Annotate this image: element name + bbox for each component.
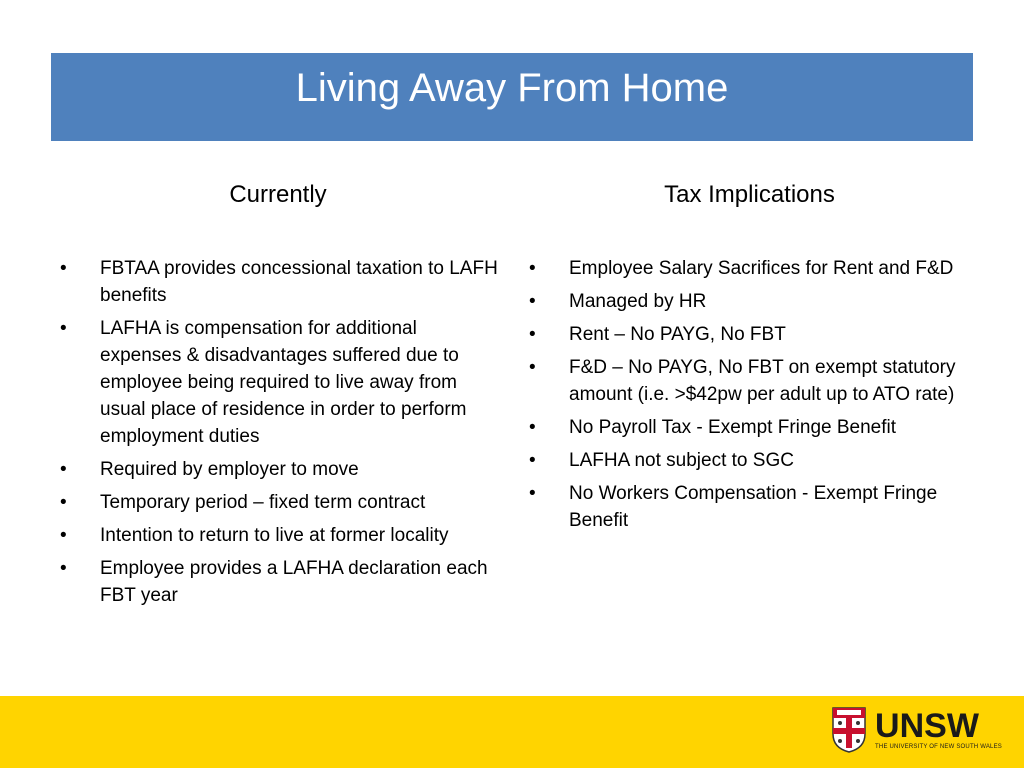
bullet-icon: • [60,318,67,339]
right-column-heading: Tax Implications [664,181,835,208]
list-item: • LAFHA not subject to SGC [527,447,972,474]
left-column-heading: Currently [229,181,327,208]
right-bullet-list [527,255,972,534]
bullet-icon: • [529,417,536,438]
list-item: • F&D – No PAYG, No FBT on exempt statutory amount (i.e. >$42pw per adult up to ATO rate) [527,354,972,408]
right-column [527,177,972,540]
bullet-icon: • [60,558,67,579]
list-item: • FBTAA provides concessional taxation to LAFH benefits [58,255,498,309]
title-bar [51,53,973,141]
bullet-icon: • [60,492,67,513]
unsw-crest-icon [831,706,867,754]
list-item: • Required by employer to move [58,456,498,483]
bullet-icon: • [529,450,536,471]
logo-name: UNSW [875,707,979,745]
slide-title: Living Away From Home [295,66,729,110]
left-bullet-list [58,255,498,609]
list-item: • Rent – No PAYG, No FBT [527,321,972,348]
list-item: • Intention to return to live at former locality [58,522,498,549]
list-item: • No Payroll Tax - Exempt Fringe Benefit [527,414,972,441]
bullet-icon: • [529,357,536,378]
list-item: • LAFHA is compensation for additional expenses & disadvantages suffered due to employee being required to live away from usual place of residence in order to perform employment duties [58,315,498,450]
bullet-icon: • [60,258,67,279]
footer-bar [0,696,1024,768]
bullet-icon: • [529,483,536,504]
list-item: • Employee Salary Sacrifices for Rent and F&D [527,255,972,282]
bullet-icon: • [60,525,67,546]
logo-subtitle: THE UNIVERSITY OF NEW SOUTH WALES [875,744,1002,750]
left-column [58,177,498,615]
list-item: • Employee provides a LAFHA declaration each FBT year [58,555,498,609]
bullet-icon: • [60,459,67,480]
list-item: • Temporary period – fixed term contract [58,489,498,516]
list-item: • Managed by HR [527,288,972,315]
logo-wordmark [875,709,1002,751]
bullet-icon: • [529,258,536,279]
unsw-logo [831,706,1002,754]
bullet-icon: • [529,291,536,312]
list-item: • No Workers Compensation - Exempt Fringe Benefit [527,480,972,534]
bullet-icon: • [529,324,536,345]
